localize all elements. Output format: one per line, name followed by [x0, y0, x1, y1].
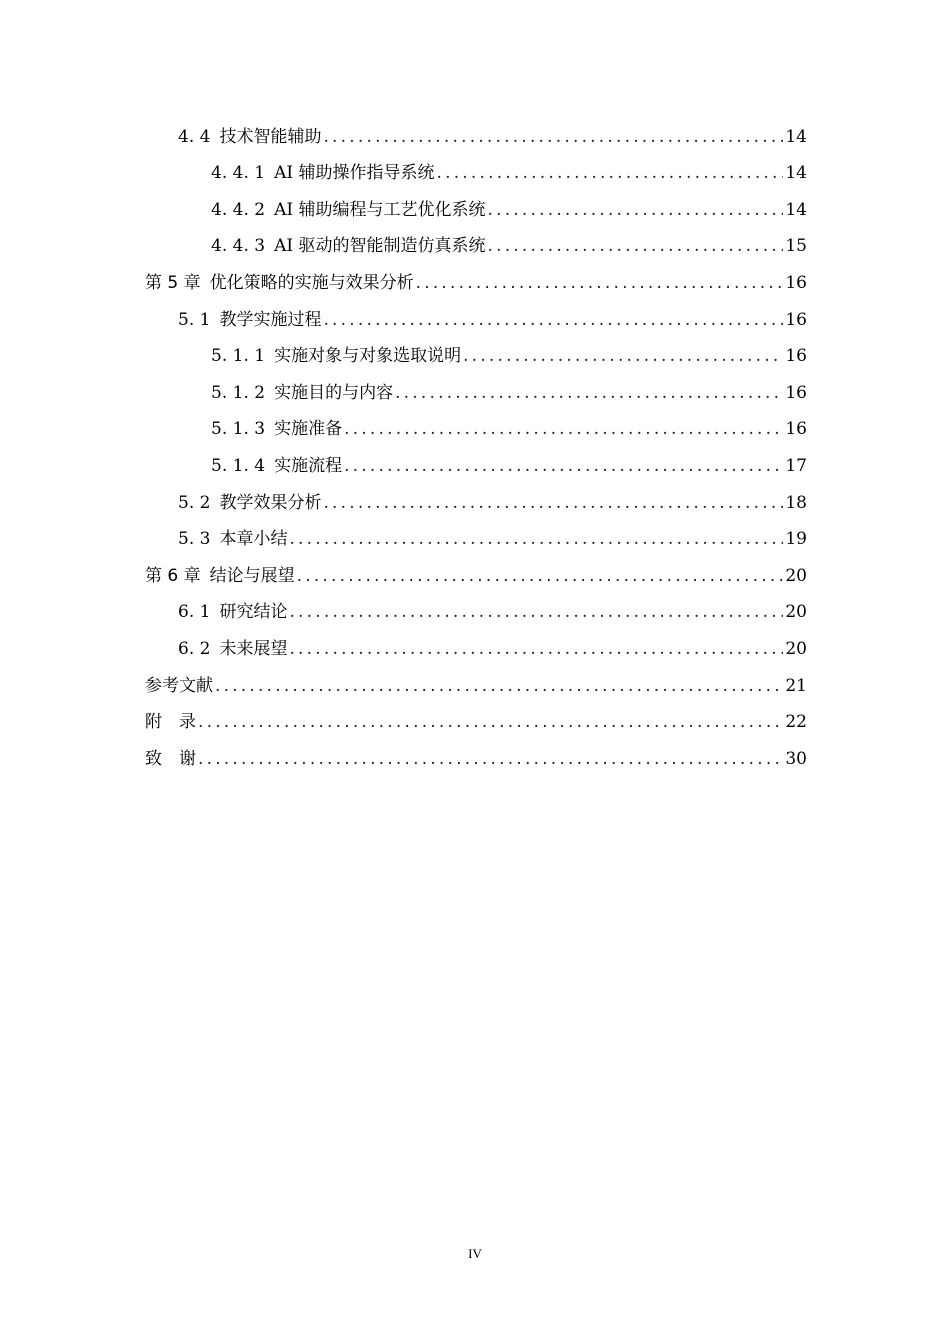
toc-entry-title: 实施准备 [274, 419, 343, 440]
toc-entry-title: 本章小结 [219, 529, 288, 550]
toc-entry-page: 14 [785, 199, 807, 220]
toc-entry-title: 未来展望 [219, 638, 288, 659]
toc-entry-page: 16 [785, 272, 807, 293]
toc-leader-dots [323, 493, 783, 513]
toc-leader-dots [297, 566, 784, 586]
toc-leader-dots [487, 200, 783, 220]
toc-entry-number: 5. 3 [178, 529, 211, 550]
toc-entry-page: 22 [785, 712, 807, 733]
toc-entry[interactable] [0, 622, 950, 659]
toc-entry-title: 附 录 [145, 712, 196, 733]
toc-entry[interactable] [0, 293, 950, 330]
toc-entry-number: 5. 1 [178, 309, 211, 330]
toc-entry-number: 第 5 章 [145, 272, 201, 293]
toc-leader-dots [436, 163, 783, 183]
toc-entry[interactable] [0, 220, 950, 257]
toc-entry-title: AI 驱动的智能制造仿真系统 [274, 236, 486, 257]
page-number: IV [468, 1246, 482, 1261]
toc-entry-page: 20 [785, 565, 807, 586]
toc-entry-title: 教学效果分析 [219, 492, 322, 513]
toc-entry-page: 14 [785, 163, 807, 184]
toc-leader-dots [198, 712, 783, 732]
toc-entry-number: 4. 4. 1 [211, 163, 266, 184]
toc-entry-page: 30 [785, 748, 807, 769]
toc-entry[interactable] [0, 110, 950, 147]
toc-entry-page: 21 [785, 675, 807, 696]
toc-entry-number: 4. 4. 2 [211, 199, 266, 220]
toc-entry[interactable] [0, 256, 950, 293]
toc-entry-title: 结论与展望 [209, 565, 295, 586]
toc-entry-number: 4. 4. 3 [211, 236, 266, 257]
toc-leader-dots [323, 310, 783, 330]
toc-entry[interactable] [0, 732, 950, 769]
toc-entry-title: 参考文献 [145, 675, 213, 696]
toc-leader-dots [463, 346, 783, 366]
toc-entry-title: 教学实施过程 [219, 309, 322, 330]
toc-entry-number: 6. 1 [178, 602, 211, 623]
toc-entry[interactable] [0, 403, 950, 440]
toc-entry-page: 17 [785, 455, 807, 476]
toc-leader-dots [289, 639, 783, 659]
toc-leader-dots [487, 236, 783, 256]
toc-entry-number: 5. 1. 1 [211, 346, 266, 367]
toc-leader-dots [344, 456, 783, 476]
toc-entry[interactable] [0, 439, 950, 476]
toc-entry-page: 16 [785, 382, 807, 403]
toc-entry-page: 20 [785, 638, 807, 659]
toc-entry[interactable] [0, 476, 950, 513]
toc-entry-page: 19 [785, 529, 807, 550]
toc-entry-page: 16 [785, 346, 807, 367]
toc-entry-number: 5. 2 [178, 492, 211, 513]
toc-entry-page: 14 [785, 126, 807, 147]
toc-entry[interactable] [0, 513, 950, 550]
toc-entry-number: 5. 1. 4 [211, 455, 266, 476]
toc-leader-dots [289, 529, 783, 549]
toc-leader-dots [323, 127, 783, 147]
toc-entry[interactable] [0, 183, 950, 220]
toc-leader-dots [215, 676, 783, 696]
toc-leader-dots [289, 602, 783, 622]
toc-entry[interactable] [0, 659, 950, 696]
toc-entry-title: 研究结论 [219, 602, 288, 623]
toc-entry[interactable] [0, 330, 950, 367]
toc-entry-number: 5. 1. 2 [211, 382, 266, 403]
toc-entry-title: 实施对象与对象选取说明 [274, 346, 462, 367]
toc-entry-title: AI 辅助编程与工艺优化系统 [274, 199, 486, 220]
toc-entry-number: 4. 4 [178, 126, 211, 147]
toc-leader-dots [198, 749, 783, 769]
toc-entry-title: AI 辅助操作指导系统 [274, 163, 435, 184]
toc-entry-title: 技术智能辅助 [219, 126, 322, 147]
toc-entry-title: 实施目的与内容 [274, 382, 394, 403]
toc-entry-page: 16 [785, 419, 807, 440]
toc-entry[interactable] [0, 696, 950, 733]
toc-entry[interactable] [0, 586, 950, 623]
toc-entry-title: 实施流程 [274, 455, 343, 476]
toc-leader-dots [344, 419, 783, 439]
toc-entry[interactable] [0, 549, 950, 586]
toc-leader-dots [416, 273, 784, 293]
toc-entry-page: 16 [785, 309, 807, 330]
toc-leader-dots [395, 383, 783, 403]
toc-entry-page: 20 [785, 602, 807, 623]
toc-entry-number: 5. 1. 3 [211, 419, 266, 440]
toc-entry-page: 15 [785, 236, 807, 257]
toc-entry-page: 18 [785, 492, 807, 513]
table-of-contents [0, 110, 950, 769]
toc-entry-number: 6. 2 [178, 638, 211, 659]
toc-entry-title: 致 谢 [145, 748, 196, 769]
toc-entry[interactable] [0, 147, 950, 184]
toc-entry[interactable] [0, 366, 950, 403]
toc-entry-number: 第 6 章 [145, 565, 201, 586]
toc-entry-title: 优化策略的实施与效果分析 [209, 272, 414, 293]
